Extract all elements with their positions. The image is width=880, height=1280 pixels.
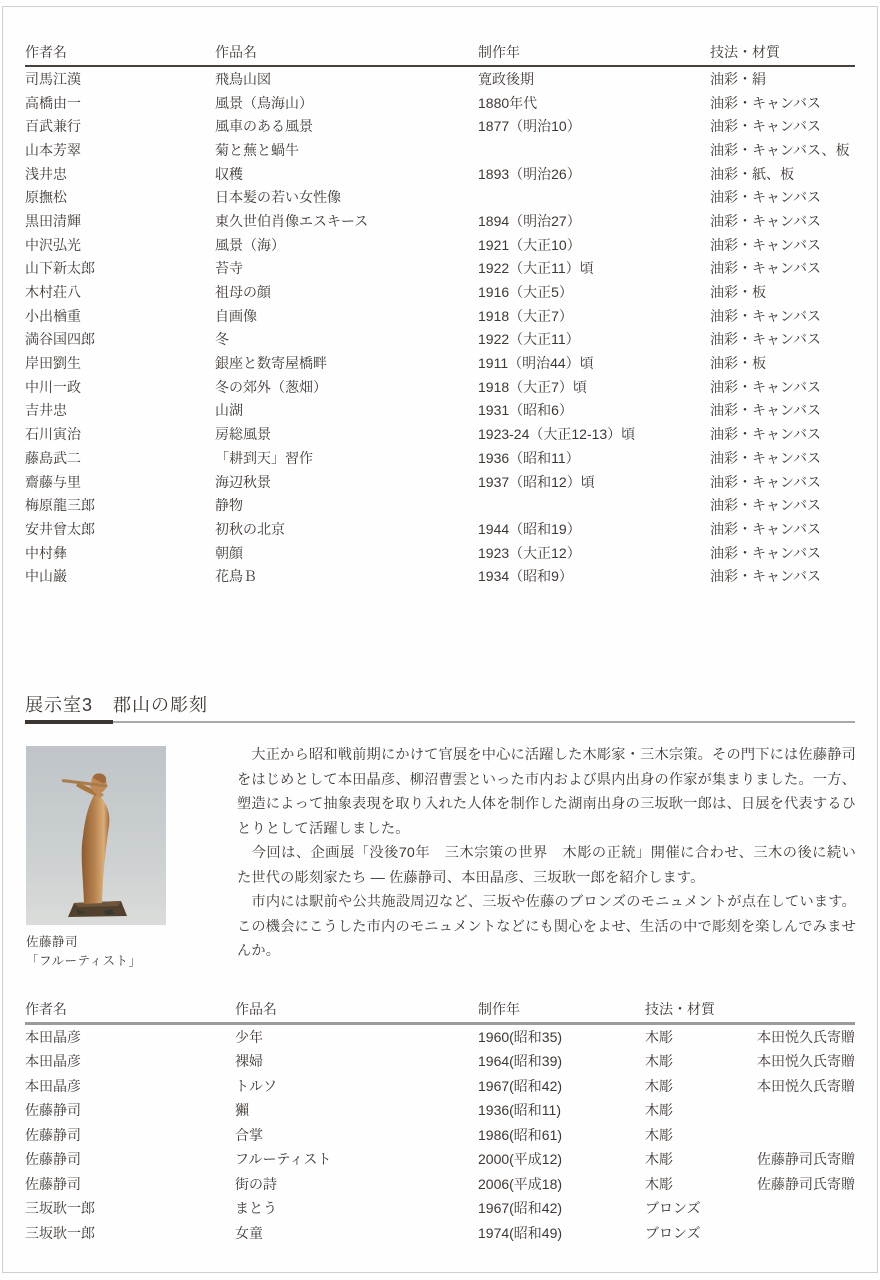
table-cell: ブロンズ bbox=[645, 1200, 701, 1217]
table-row bbox=[25, 375, 855, 399]
table-cell: 1937（昭和12）頃 bbox=[478, 473, 595, 490]
table-cell: 飛鳥山図 bbox=[215, 70, 271, 87]
column-header-technique: 技法・材質 bbox=[645, 1001, 715, 1017]
table-cell: 日本髪の若い女性像 bbox=[215, 189, 341, 206]
table-row bbox=[25, 257, 855, 281]
table-cell: 油彩・キャンバス bbox=[710, 260, 822, 277]
table-cell: 1923-24（大正12-13）頃 bbox=[478, 426, 636, 443]
table-cell: まとう bbox=[235, 1200, 277, 1217]
table-row bbox=[25, 1074, 855, 1099]
table-cell: 木彫 bbox=[645, 1077, 673, 1094]
table-row bbox=[25, 1172, 855, 1197]
table-cell: 佐藤静司 bbox=[25, 1102, 81, 1119]
column-header-title: 作品名 bbox=[215, 44, 257, 60]
table-cell: 百武兼行 bbox=[25, 118, 81, 135]
table-cell: 祖母の顔 bbox=[215, 284, 271, 301]
paintings-table-header bbox=[25, 44, 855, 60]
table-cell: 1918（大正7） bbox=[478, 307, 573, 324]
table-cell: 油彩・キャンバス bbox=[710, 189, 822, 206]
table-row bbox=[25, 1221, 855, 1246]
table-row bbox=[25, 328, 855, 352]
table-cell: 1931（昭和6） bbox=[478, 402, 573, 419]
table-cell: トルソ bbox=[235, 1077, 277, 1094]
table-cell: 朝顔 bbox=[215, 544, 243, 561]
table-cell: 油彩・キャンバス bbox=[710, 307, 822, 324]
table-cell: 油彩・キャンバス bbox=[710, 94, 822, 111]
table-cell: 山下新太郎 bbox=[25, 260, 95, 277]
table-cell: 油彩・キャンバス bbox=[710, 118, 822, 135]
table-cell: 2006(平成18) bbox=[478, 1175, 563, 1192]
table-row bbox=[25, 564, 855, 588]
table-cell: 梅原龍三郎 bbox=[25, 497, 95, 514]
table-row bbox=[25, 91, 855, 115]
sculptures-table bbox=[25, 1001, 855, 1245]
table-cell: フルーティスト bbox=[235, 1151, 332, 1168]
section-title: 郡山の彫刻 bbox=[113, 695, 209, 715]
table-row bbox=[25, 233, 855, 257]
table-cell: 1964(昭和39) bbox=[478, 1053, 563, 1070]
table-cell: 2000(平成12) bbox=[478, 1151, 563, 1168]
table-cell: 油彩・板 bbox=[710, 355, 766, 372]
table-cell: 本田晶彦 bbox=[25, 1053, 81, 1070]
table-row bbox=[25, 1049, 855, 1074]
table-cell: 高橋由一 bbox=[25, 94, 81, 111]
table-cell: 油彩・キャンバス bbox=[710, 378, 822, 395]
table-row bbox=[25, 351, 855, 375]
table-cell: 油彩・絹 bbox=[710, 70, 766, 87]
table-row bbox=[25, 1123, 855, 1148]
table-cell: 佐藤静司氏寄贈 bbox=[757, 1151, 855, 1168]
column-header-year: 制作年 bbox=[478, 44, 520, 60]
table-cell: ブロンズ bbox=[645, 1224, 701, 1241]
table-cell: 中山巌 bbox=[25, 568, 67, 585]
table-row bbox=[25, 304, 855, 328]
room-label: 展示室3 bbox=[25, 695, 94, 715]
table-cell: 1880年代 bbox=[478, 94, 538, 111]
sculpture-photo bbox=[26, 746, 166, 925]
paragraph: 市内には駅前や公共施設周辺など、三坂や佐藤のブロンズのモニュメントが点在しています。この機会にこうした市内のモニュメントなどにも関心をよせ、生活の中で彫刻を楽しんでみませんか。 bbox=[237, 894, 856, 959]
table-cell: 油彩・キャンバス bbox=[710, 426, 822, 443]
table-cell: 司馬江漢 bbox=[25, 70, 81, 87]
table-cell: 1918（大正7）頃 bbox=[478, 378, 587, 395]
table-cell: 木彫 bbox=[645, 1151, 673, 1168]
table-cell: 本田悦久氏寄贈 bbox=[757, 1028, 855, 1045]
table-cell: 初秋の北京 bbox=[215, 520, 285, 537]
table-cell: 1960(昭和35) bbox=[478, 1028, 563, 1045]
table-cell: 冬 bbox=[215, 331, 229, 348]
table-cell: 房総風景 bbox=[215, 426, 271, 443]
table-cell: 油彩・紙、板 bbox=[710, 165, 794, 182]
table-cell: 裸婦 bbox=[235, 1053, 263, 1070]
table-cell: 1911（明治44）頃 bbox=[478, 355, 594, 372]
table-cell: 獺 bbox=[235, 1102, 249, 1119]
table-cell: 「耕到天」習作 bbox=[215, 449, 313, 466]
caption-artist: 佐藤静司 bbox=[26, 935, 79, 949]
column-header-year: 制作年 bbox=[478, 1001, 520, 1017]
column-header-technique: 技法・材質 bbox=[710, 44, 780, 60]
table-cell: 油彩・キャンバス、板 bbox=[710, 141, 850, 158]
table-cell: 油彩・板 bbox=[710, 284, 766, 301]
table-row bbox=[25, 470, 855, 494]
table-cell: 木彫 bbox=[645, 1028, 673, 1045]
table-row bbox=[25, 162, 855, 186]
table-cell: 花鳥Ｂ bbox=[215, 568, 257, 585]
column-header-artist: 作者名 bbox=[25, 44, 67, 60]
table-cell: 1986(昭和61) bbox=[478, 1126, 563, 1143]
table-cell: 佐藤静司 bbox=[25, 1151, 81, 1168]
section-heading bbox=[25, 694, 855, 725]
table-row bbox=[25, 138, 855, 162]
table-cell: 原撫松 bbox=[25, 189, 67, 206]
table-cell: 静物 bbox=[215, 497, 243, 514]
table-row bbox=[25, 399, 855, 423]
table-cell: 1922（大正11） bbox=[478, 331, 580, 348]
table-row bbox=[25, 114, 855, 138]
table-cell: 三坂耿一郎 bbox=[25, 1224, 95, 1241]
table-cell: 藤島武二 bbox=[25, 449, 81, 466]
table-cell: 苔寺 bbox=[215, 260, 243, 277]
table-cell: 山湖 bbox=[215, 402, 243, 419]
table-cell: 油彩・キャンバス bbox=[710, 402, 822, 419]
sculptures-table-header bbox=[25, 1001, 855, 1017]
sculptures-table-body bbox=[25, 1025, 855, 1246]
heading-underline bbox=[25, 720, 855, 725]
table-cell: 少年 bbox=[235, 1028, 263, 1045]
table-row bbox=[25, 185, 855, 209]
table-row bbox=[25, 280, 855, 304]
table-cell: 木彫 bbox=[645, 1175, 673, 1192]
paintings-table-body bbox=[25, 67, 855, 588]
table-cell: 風景（鳥海山） bbox=[215, 94, 313, 111]
table-cell: 1967(昭和42) bbox=[478, 1200, 563, 1217]
paintings-table bbox=[25, 44, 855, 588]
table-row bbox=[25, 422, 855, 446]
table-cell: 油彩・キャンバス bbox=[710, 331, 822, 348]
table-cell: 海辺秋景 bbox=[215, 473, 271, 490]
table-cell: 女童 bbox=[235, 1224, 263, 1241]
section-body-text bbox=[237, 743, 856, 964]
table-cell: 1893（明治26） bbox=[478, 165, 581, 182]
table-cell: 油彩・キャンバス bbox=[710, 449, 822, 466]
table-cell: 1894（明治27） bbox=[478, 212, 581, 229]
column-header-artist: 作者名 bbox=[25, 1001, 67, 1017]
table-cell: 岸田劉生 bbox=[25, 355, 81, 372]
table-cell: 風車のある風景 bbox=[215, 118, 313, 135]
table-cell: 油彩・キャンバス bbox=[710, 236, 822, 253]
table-cell: 石川寅治 bbox=[25, 426, 81, 443]
table-cell: 街の詩 bbox=[235, 1175, 277, 1192]
table-row bbox=[25, 493, 855, 517]
table-cell: 油彩・キャンバス bbox=[710, 520, 822, 537]
table-cell: 1936（昭和11） bbox=[478, 449, 580, 466]
table-cell: 1934（昭和9） bbox=[478, 568, 573, 585]
table-row bbox=[25, 1196, 855, 1221]
table-cell: 1921（大正10） bbox=[478, 236, 581, 253]
caption-title: 「フルーティスト」 bbox=[26, 954, 142, 968]
table-row bbox=[25, 209, 855, 233]
table-row bbox=[25, 67, 855, 91]
table-row bbox=[25, 541, 855, 565]
table-cell: 浅井忠 bbox=[25, 165, 67, 182]
table-row bbox=[25, 1098, 855, 1123]
table-cell: 吉井忠 bbox=[25, 402, 67, 419]
paragraph: 大正から昭和戦前期にかけて官展を中心に活躍した木彫家・三木宗策。その門下には佐藤静司をはじめとして本田晶彦、柳沼曹雲といった市内および県内出身の作家が集まりました。一方、塑造によって抽象表現を取り入れた人体を制作した湖南出身の三坂耿一郎は、日展を代表するひとりとして活躍しました。 bbox=[237, 747, 856, 837]
table-cell: 小出楢重 bbox=[25, 307, 81, 324]
table-cell: 風景（海） bbox=[215, 236, 285, 253]
table-cell: 1922（大正11）頃 bbox=[478, 260, 594, 277]
table-cell: 満谷国四郎 bbox=[25, 331, 95, 348]
table-cell: 木彫 bbox=[645, 1102, 673, 1119]
table-row bbox=[25, 517, 855, 541]
table-cell: 佐藤静司氏寄贈 bbox=[757, 1175, 855, 1192]
table-cell: 三坂耿一郎 bbox=[25, 1200, 95, 1217]
table-cell: 本田晶彦 bbox=[25, 1028, 81, 1045]
table-cell: 東久世伯肖像エスキース bbox=[215, 212, 369, 229]
table-cell: 油彩・キャンバス bbox=[710, 544, 822, 561]
table-cell: 佐藤静司 bbox=[25, 1175, 81, 1192]
table-cell: 合掌 bbox=[235, 1126, 263, 1143]
table-cell: 齋藤与里 bbox=[25, 473, 81, 490]
table-cell: 木村荘八 bbox=[25, 284, 81, 301]
table-cell: 中川一政 bbox=[25, 378, 81, 395]
table-cell: 本田悦久氏寄贈 bbox=[757, 1053, 855, 1070]
table-cell: 銀座と数寄屋橋畔 bbox=[215, 355, 327, 372]
table-row bbox=[25, 446, 855, 470]
photo-caption bbox=[26, 933, 176, 971]
column-header-donation bbox=[745, 1001, 855, 1017]
table-cell: 佐藤静司 bbox=[25, 1126, 81, 1143]
table-cell: 自画像 bbox=[215, 307, 257, 324]
table-cell: 1916（大正5） bbox=[478, 284, 573, 301]
table-row bbox=[25, 1147, 855, 1172]
sculpture-figure bbox=[26, 746, 176, 971]
table-cell: 本田悦久氏寄贈 bbox=[757, 1077, 855, 1094]
table-cell: 木彫 bbox=[645, 1126, 673, 1143]
table-cell: 1877（明治10） bbox=[478, 118, 581, 135]
table-cell: 収穫 bbox=[215, 165, 243, 182]
table-cell: 中沢弘光 bbox=[25, 236, 81, 253]
table-cell: 油彩・キャンバス bbox=[710, 497, 822, 514]
table-cell: 1974(昭和49) bbox=[478, 1224, 563, 1241]
table-row bbox=[25, 1025, 855, 1050]
column-header-title: 作品名 bbox=[235, 1001, 277, 1017]
table-cell: 菊と蕪と蝸牛 bbox=[215, 141, 299, 158]
table-cell: 1936(昭和11) bbox=[478, 1102, 562, 1119]
table-cell: 1944（昭和19） bbox=[478, 520, 581, 537]
table-cell: 本田晶彦 bbox=[25, 1077, 81, 1094]
table-cell: 中村彝 bbox=[25, 544, 67, 561]
table-cell: 1967(昭和42) bbox=[478, 1077, 563, 1094]
paragraph: 今回は、企画展「没後70年 三木宗策の世界 木彫の正統」開催に合わせ、三木の後に続いた世代の彫刻家たち ― 佐藤静司、本田晶彦、三坂耿一郎を紹介します。 bbox=[237, 845, 856, 886]
table-cell: 油彩・キャンバス bbox=[710, 473, 822, 490]
table-cell: 安井曾太郎 bbox=[25, 520, 95, 537]
table-cell: 木彫 bbox=[645, 1053, 673, 1070]
table-cell: 寛政後期 bbox=[478, 70, 534, 87]
table-cell: 1923（大正12） bbox=[478, 544, 581, 561]
table-cell: 山本芳翠 bbox=[25, 141, 81, 158]
table-cell: 黒田清輝 bbox=[25, 212, 81, 229]
table-cell: 油彩・キャンバス bbox=[710, 212, 822, 229]
table-cell: 冬の郊外（葱畑） bbox=[215, 378, 327, 395]
table-cell: 油彩・キャンバス bbox=[710, 568, 822, 585]
